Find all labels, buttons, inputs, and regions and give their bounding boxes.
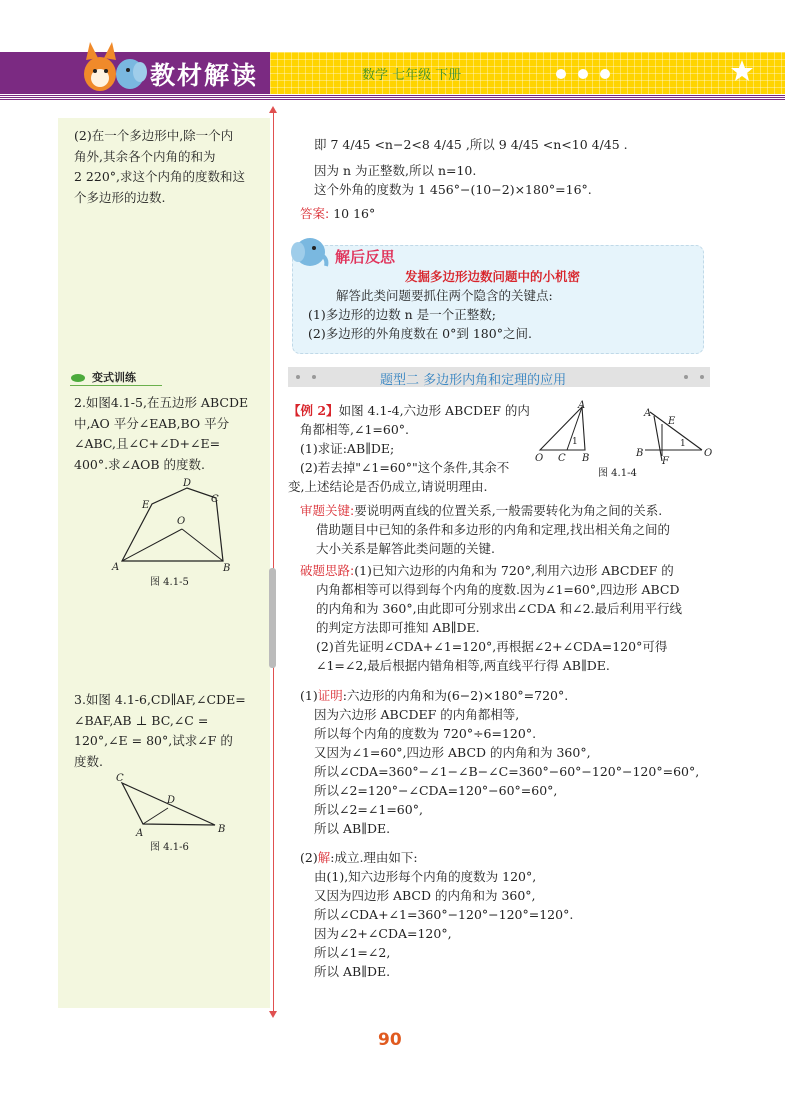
- solution-2-section: (2)解:成立.理由如下: 由(1),知六边形每个内角的度数为 120°, 又因为四边形 ABCD 的内角和为 360°, 所以∠CDA+∠1=360°−120°−120°=120°. 因为∠2+∠CDA=120°, 所以∠1=∠2, 所以 AB∥DE.: [300, 850, 574, 979]
- proof-label: 证明: [317, 688, 343, 703]
- header-band-yellow: [270, 52, 785, 94]
- svg-text:C: C: [116, 773, 124, 784]
- svg-text:1: 1: [572, 437, 578, 447]
- column-divider: [273, 112, 274, 1012]
- svg-text:O: O: [704, 448, 713, 459]
- example-2: 【例 2】如图 4.1-4,六边形 ABCDEF 的内 角都相等,∠1=60°. (1)求证:AB∥DE; (2)若去掉"∠1=60°"这个条件,其余不 变,上述结论是否仍成立,请说明理由.: [288, 403, 530, 494]
- header-dot: [600, 69, 610, 79]
- answer-line: [300, 204, 375, 223]
- header-dot: [578, 69, 588, 79]
- answer-label: 答案:: [300, 206, 330, 221]
- variant-underline: [70, 385, 162, 386]
- approach-label: 破题思路:: [300, 563, 355, 578]
- section-title: 题型二 多边形内角和定理的应用: [380, 373, 567, 388]
- svg-text:A: A: [644, 408, 652, 419]
- svg-text:A: A: [136, 828, 144, 839]
- svg-text:E: E: [668, 416, 676, 427]
- star-icon: [730, 58, 770, 88]
- svg-text:A: A: [578, 400, 586, 411]
- figure-4-1-5: [110, 475, 240, 575]
- page-number: 90: [378, 1030, 402, 1050]
- reflection-body: 解答此类问题要抓住两个隐含的关键点: (1)多边形的边数 n 是一个正整数; (2)多边形的外角度数在 0°到 180°之间.: [308, 288, 553, 341]
- answer-value: 10 16°: [333, 206, 376, 221]
- svg-text:C: C: [211, 494, 219, 505]
- key-section: 审题关键:要说明两直线的位置关系,一般需要转化为角之间的关系. 借助题目中已知的条件和多边形的内角和定理,找出相关角之间的 大小关系是解答此类问题的关键.: [300, 503, 670, 556]
- section-dot: [312, 375, 316, 379]
- svg-text:D: D: [183, 478, 192, 489]
- svg-text:D: D: [167, 795, 176, 806]
- svg-text:C: C: [558, 453, 566, 464]
- svg-text:E: E: [142, 500, 150, 511]
- approach-section: 破题思路:(1)已知六边形的内角和为 720°,利用六边形 ABCDEF 的 内角都相等可以得到每个内角的度数.因为∠1=60°,四边形 ABCD 的内角和为 360°,由此即可分别求出∠CDA 和∠2.最后利用平行线 的判定方法即可推知 AB∥DE. (2)首先证明∠CDA+∠1=120°,再根据∠2+∠CDA=120°可得 ∠1=∠2,最后根据内错角相等,两直线平行得 AB∥DE.: [300, 563, 683, 673]
- figure-4-1-6-caption: 图 4.1-6: [150, 842, 189, 853]
- svg-text:O: O: [177, 516, 186, 527]
- solution-label: 解: [317, 850, 331, 865]
- divider-arrow-up-icon: [269, 106, 277, 113]
- variant-training-label: 变式训练: [92, 371, 136, 384]
- svg-text:B: B: [218, 824, 226, 835]
- header-dot: [556, 69, 566, 79]
- solution-top: 即 7 4/45 <n−2<8 4/45 ,所以 9 4/45 <n<10 4/45 . 因为 n 为正整数,所以 n=10. 这个外角的度数为 1 456°−(10−2)×180°=16°.: [314, 137, 628, 197]
- proof-section: (1)证明:六边形的内角和为(6−2)×180°=720°. 因为六边形 ABCDEF 的内角都相等, 所以每个内角的度数为 720°÷6=120°. 又因为∠1=60°,四边形 ABCD 的内角和为 360°, 所以∠CDA=360°−∠1−∠B−∠C=360°−60°−120°−120°=60°, 所以∠2=120°−∠CDA=120°−60°=60°, 所以∠2=∠1=60°, 所以 AB∥DE.: [300, 688, 700, 836]
- section-dot: [296, 375, 300, 379]
- svg-text:B: B: [223, 563, 231, 574]
- sidebar-question-2: 2.如图4.1-5,在五边形 ABCDE 中,AO 平分∠EAB,BO 平分 ∠ABC,且∠C+∠D+∠E= 400°.求∠AOB 的度数.: [74, 395, 249, 472]
- leaf-icon: [70, 372, 86, 384]
- svg-text:B: B: [582, 453, 590, 464]
- section-dot: [684, 375, 688, 379]
- key-label: 审题关键:: [300, 503, 355, 518]
- figure-4-1-4-caption: 图 4.1-4: [598, 468, 637, 479]
- scrollbar-thumb[interactable]: [269, 568, 276, 668]
- header-subject: 数学 七年级 下册: [362, 68, 462, 83]
- svg-text:A: A: [112, 562, 120, 573]
- figure-4-1-5-caption: 图 4.1-5: [150, 577, 189, 588]
- figure-4-1-6: [108, 770, 238, 840]
- example-label: 【例 2】: [288, 403, 339, 418]
- svg-text:F: F: [662, 456, 669, 467]
- mascot-logo: [78, 36, 148, 96]
- svg-text:O: O: [535, 453, 544, 464]
- svg-text:B: B: [636, 448, 644, 459]
- sidebar-question-prev: (2)在一个多边形中,除一个内 角外,其余各个内角的和为 2 220°,求这个内角的度数和这 个多边形的边数.: [74, 128, 246, 205]
- svg-text:1: 1: [680, 439, 686, 449]
- elephant-icon: [290, 230, 334, 270]
- sidebar-question-3: 3.如图 4.1-6,CD∥AF,∠CDE= ∠BAF,AB ⊥ BC,∠C = 120°,∠E = 80°,试求∠F 的 度数.: [74, 692, 246, 769]
- divider-arrow-down-icon: [269, 1011, 277, 1018]
- header-title: 教材解读: [150, 61, 259, 90]
- reflection-heading: 发掘多边形边数问题中的小机密: [405, 269, 581, 284]
- section-dot: [700, 375, 704, 379]
- reflection-title: 解后反思: [335, 248, 396, 266]
